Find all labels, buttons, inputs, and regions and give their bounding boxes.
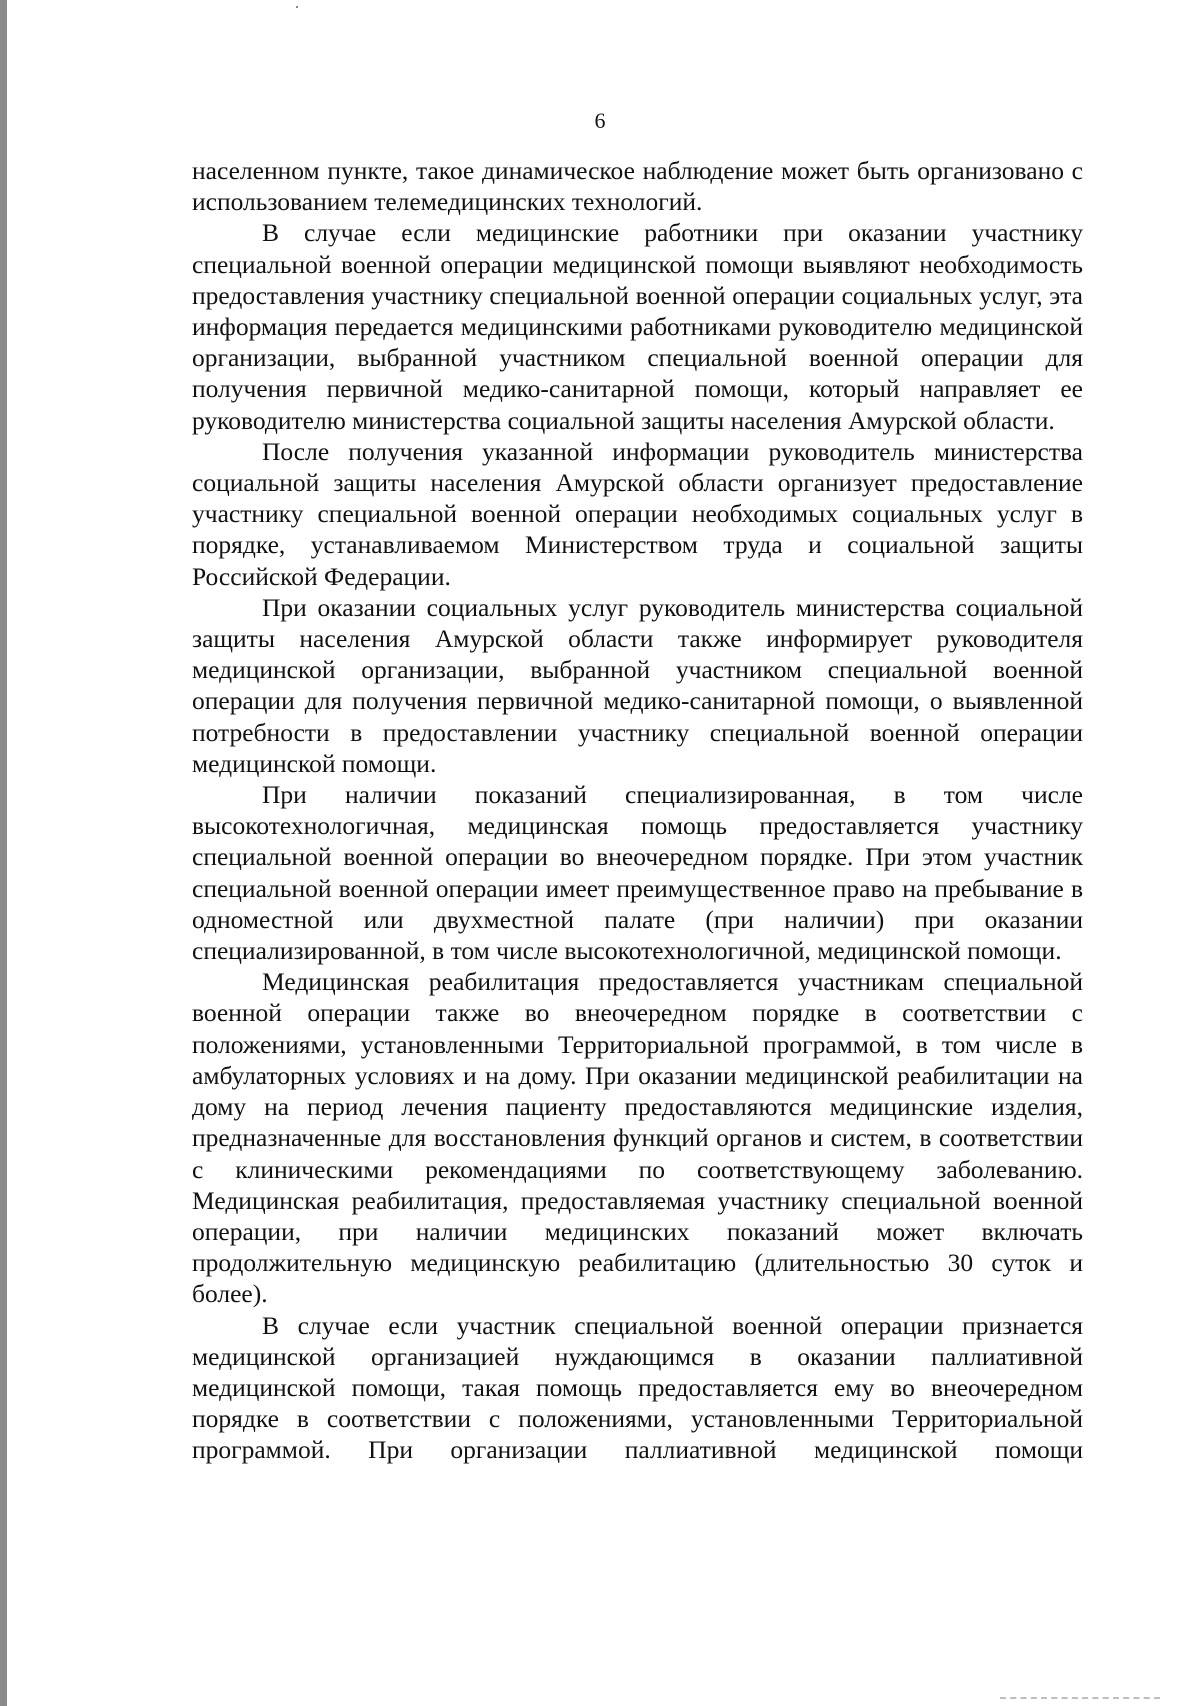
scan-speck (296, 6, 298, 8)
document-body (192, 155, 1083, 1466)
paragraph-rehabilitation: Медицинская реабилитация предоставляется участникам специальной военной операции также во внеочередном порядке в соответствии с положениями, установленными Территориальной программой, в том числе в амбулаторных условиях и на дому. При оказании медицинской реабилитации на дому на период лечения пациенту предоставляются медицинские изделия, предназначенные для восстановления функций органов и систем, в соответствии с клиническими рекомендациями по соответствующему заболеванию. Медицинская реабилитация, предоставляемая участнику специальной военной операции, при наличии медицинских показаний может включать продолжительную медицинскую реабилитацию (длительностью 30 суток и более). (192, 967, 1083, 1309)
paragraph-social-services-info: В случае если медицинские работники при оказании участнику специальной военной операции медицинской помощи выявляют необходимость предоставления участнику специальной военной операции социальных услуг, эта информация передается медицинскими работниками руководителю медицинской организации, выбранной участником специальной военной операции для получения первичной медико-санитарной помощи, который направляет ее руководителю министерства социальной защиты населения Амурской области. (192, 218, 1083, 435)
page-number: 6 (594, 108, 606, 133)
paragraph-specialized-care: При наличии показаний специализированная, в том числе высокотехнологичная, медицинская помощь предоставляется участнику специальной военной операции во внеочередном порядке. При этом участник специальной военной операции имеет преимущественное право на пребывание в одноместной или двухместной палате (при наличии) при оказании специализированной, в том числе высокотехнологичной, медицинской помощи. (192, 780, 1083, 966)
paragraph-ministry-informs: При оказании социальных услуг руководитель министерства социальной защиты населения Амурской области также информирует руководителя медицинской организации, выбранной участником специальной военной операции для получения первичной медико-санитарной помощи, о выявленной потребности в предоставлении участнику специальной военной операции медицинской помощи. (192, 592, 1083, 778)
paragraph-continuation: населенном пункте, такое динамическое наблюдение может быть организовано с использованием телемедицинских технологий. (192, 156, 1083, 217)
paragraph-palliative-care: В случае если участник специальной военной операции признается медицинской организацией нуждающимся в оказании паллиативной медицинской помощи, такая помощь предоставляется ему во внеочередном порядке в соответствии с положениями, установленными Территориальной программой. При организации паллиативной медицинской помощи (192, 1310, 1083, 1465)
scan-left-edge (0, 0, 7, 1706)
paragraph-ministry-organizes: После получения указанной информации руководитель министерства социальной защиты населения Амурской области организует предоставление участнику специальной военной операции необходимых социальных услуг в порядке, устанавливаемом Министерством труда и социальной защиты Российской Федерации. (192, 436, 1083, 591)
scan-footer-marks (1000, 1697, 1160, 1702)
